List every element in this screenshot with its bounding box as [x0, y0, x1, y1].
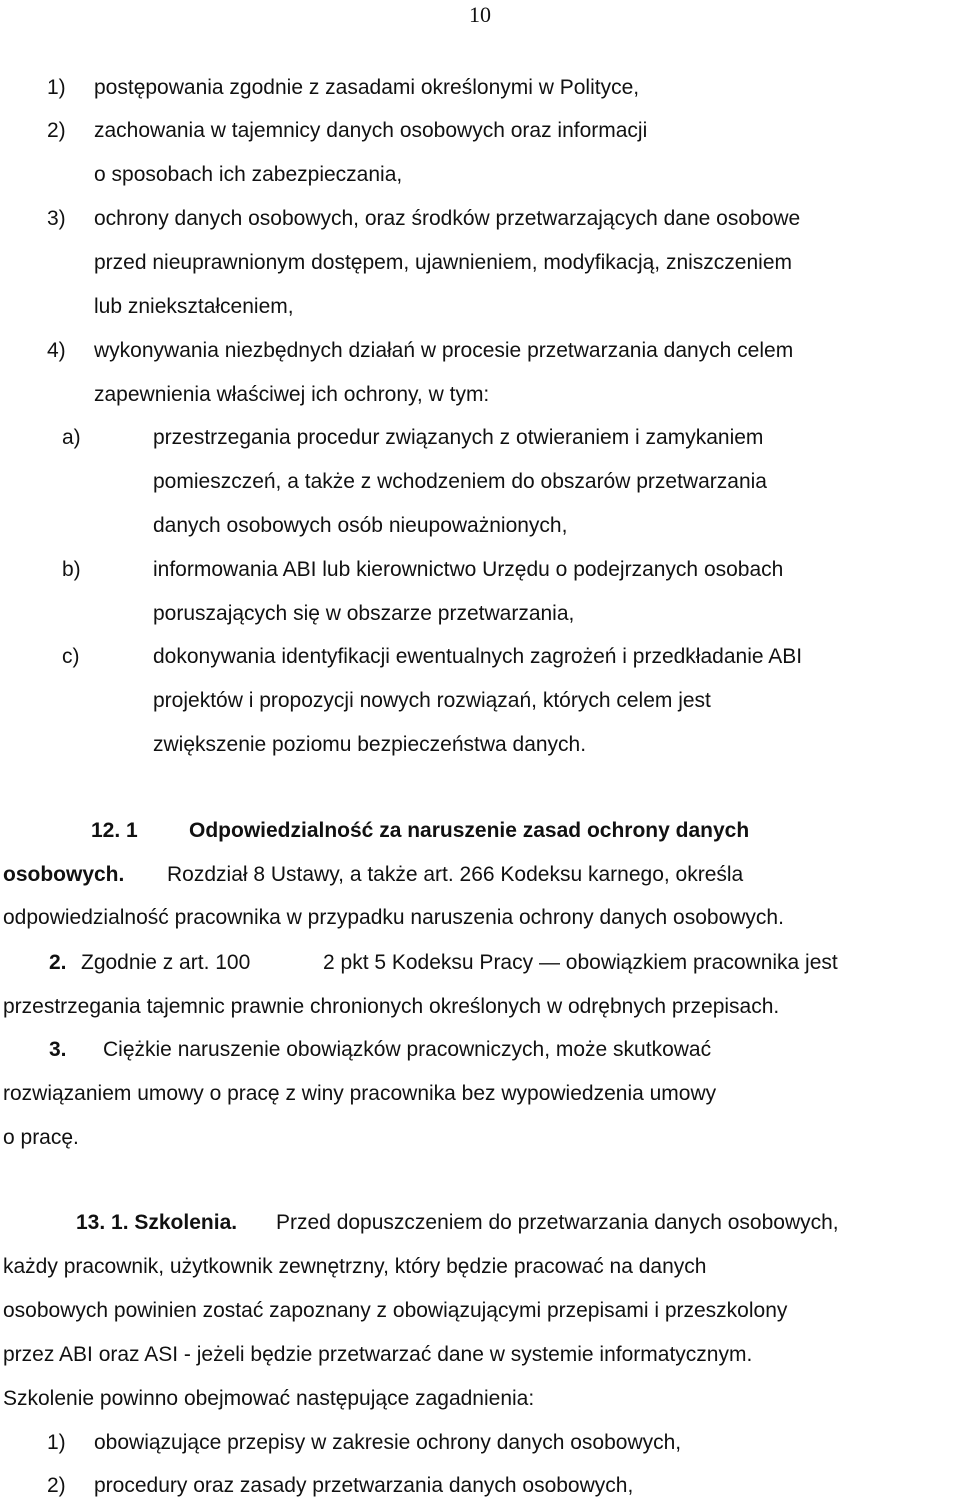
sublist-item-text: zwiększenie poziomu bezpieczeństwa danych.: [153, 733, 587, 756]
list-item-text: wykonywania niezbędnych działań w procesie przetwarzania danych celem: [94, 339, 794, 362]
list-number: 1): [47, 76, 66, 99]
paragraph-text: Przed dopuszczeniem do przetwarzania danych osobowych,: [276, 1211, 839, 1234]
paragraph-text: Rozdział 8 Ustawy, a także art. 266 Kodeksu karnego, określa: [167, 863, 744, 886]
section-heading-continued: osobowych.: [3, 863, 125, 886]
sublist-item-text: danych osobowych osób nieupoważnionych,: [153, 514, 568, 537]
paragraph-text: 2 pkt 5 Kodeksu Pracy — obowiązkiem pracownika jest: [323, 951, 838, 974]
list-number: 2): [47, 1474, 66, 1497]
paragraph-text: rozwiązaniem umowy o pracę z winy pracownika bez wypowiedzenia umowy: [3, 1082, 717, 1105]
paragraph-number: 2.: [49, 951, 67, 974]
list-item-text: obowiązujące przepisy w zakresie ochrony danych osobowych,: [94, 1431, 682, 1454]
list-item-text: lub zniekształceniem,: [94, 295, 294, 318]
sublist-item-text: przestrzegania procedur związanych z otwieraniem i zamykaniem: [153, 426, 764, 449]
list-item-text: przed nieuprawnionym dostępem, ujawnieniem, modyfikacją, zniszczeniem: [94, 251, 792, 274]
sublist-item-text: informowania ABI lub kierownictwo Urzędu o podejrzanych osobach: [153, 558, 784, 581]
list-item-text: postępowania zgodnie z zasadami określonymi w Polityce,: [94, 76, 640, 99]
paragraph-text: o pracę.: [3, 1126, 79, 1149]
section-number: 12. 1: [91, 819, 138, 842]
list-item-text: ochrony danych osobowych, oraz środków przetwarzających dane osobowe: [94, 207, 801, 230]
sublist-item-text: dokonywania identyfikacji ewentualnych zagrożeń i przedkładanie ABI: [153, 645, 803, 668]
list-item-text: zapewnienia właściwej ich ochrony, w tym:: [94, 383, 490, 406]
list-number: 1): [47, 1431, 66, 1454]
paragraph-text: przestrzegania tajemnic prawnie chronionych określonych w odrębnych przepisach.: [3, 995, 780, 1018]
paragraph-text: Szkolenie powinno obejmować następujące zagadnienia:: [3, 1387, 535, 1410]
list-item-text: o sposobach ich zabezpieczania,: [94, 163, 403, 186]
paragraph-number: 3.: [49, 1038, 67, 1061]
list-number: 3): [47, 207, 66, 230]
section-heading: Odpowiedzialność za naruszenie zasad ochrony danych: [189, 819, 750, 842]
sublist-letter: a): [62, 426, 81, 449]
paragraph-text: Ciężkie naruszenie obowiązków pracowniczych, może skutkować: [103, 1038, 712, 1061]
list-item-text: procedury oraz zasady przetwarzania danych osobowych,: [94, 1474, 634, 1497]
sublist-letter: b): [62, 558, 81, 581]
paragraph-text: Zgodnie z art. 100: [81, 951, 251, 974]
paragraph-text: osobowych powinien zostać zapoznany z obowiązującymi przepisami i przeszkolony: [3, 1299, 788, 1322]
list-number: 4): [47, 339, 66, 362]
sublist-item-text: poruszających się w obszarze przetwarzania,: [153, 602, 575, 625]
paragraph-text: każdy pracownik, użytkownik zewnętrzny, który będzie pracować na danych: [3, 1255, 707, 1278]
sublist-item-text: projektów i propozycji nowych rozwiązań, których celem jest: [153, 689, 711, 712]
page-number: 10: [469, 2, 491, 27]
sublist-letter: c): [62, 645, 80, 668]
paragraph-text: przez ABI oraz ASI - jeżeli będzie przetwarzać dane w systemie informatycznym.: [3, 1343, 753, 1366]
list-number: 2): [47, 119, 66, 142]
sublist-item-text: pomieszczeń, a także z wchodzeniem do obszarów przetwarzania: [153, 470, 767, 493]
paragraph-text: odpowiedzialność pracownika w przypadku naruszenia ochrony danych osobowych.: [3, 906, 784, 929]
section-heading: 13. 1. Szkolenia.: [76, 1211, 238, 1234]
list-item-text: zachowania w tajemnicy danych osobowych oraz informacji: [94, 119, 648, 142]
